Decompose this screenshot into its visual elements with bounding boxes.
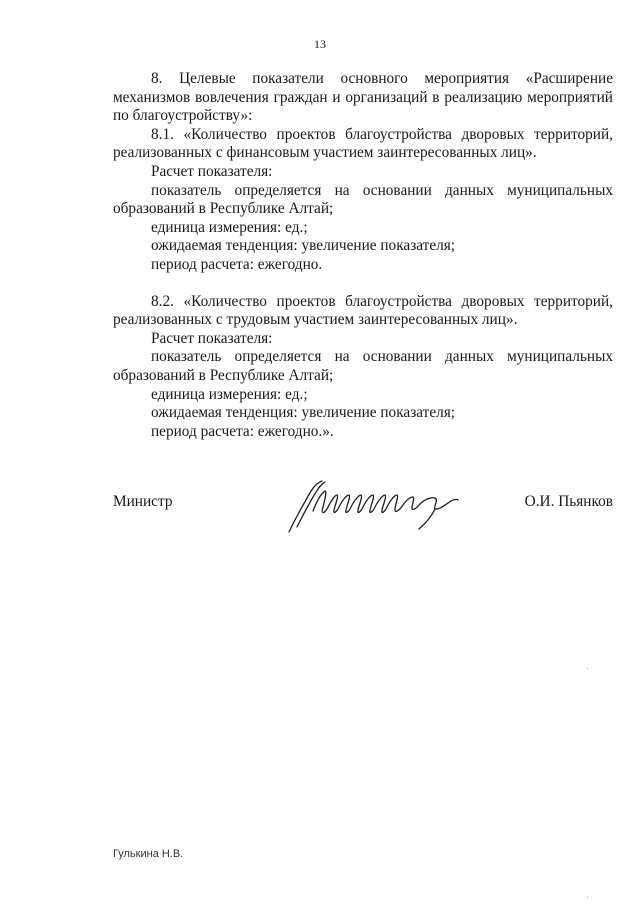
document-body <box>113 70 613 441</box>
signer-name: О.И. Пьянков <box>524 493 613 510</box>
scan-speck <box>587 897 588 898</box>
item-8-1-title: 8.1. «Количество проектов благоустройства дворовых территорий, реализованных с финансовым участием заинтересованных лиц». <box>113 125 613 162</box>
handwritten-signature <box>285 477 461 535</box>
executor-name: Гулькина Н.В. <box>113 848 184 860</box>
item-8-2-basis: показатель определяется на основании данных муниципальных образований в Республике Алтай; <box>113 348 613 384</box>
item-8-2-period: период расчета: ежегодно.». <box>151 422 334 440</box>
signer-position: Министр <box>113 493 173 510</box>
paragraph-gap <box>113 275 613 293</box>
item-8-2-title: 8.2. «Количество проектов благоустройства дворовых территорий, реализованных с трудовым участием заинтересованных лиц». <box>113 292 613 329</box>
page-number: 13 <box>314 37 326 51</box>
signature-block <box>113 477 613 537</box>
item-8-1-unit: единица измерения: ед.; <box>151 218 308 236</box>
scan-speck <box>587 668 588 669</box>
section-8-heading: 8. Целевые показатели основного мероприятия «Расширение механизмов вовлечения граждан и организаций в реализацию мероприятий по благоустройству»: <box>113 70 613 125</box>
item-8-2-trend: ожидаемая тенденция: увеличение показателя; <box>151 404 456 422</box>
item-8-2-unit: единица измерения: ед.; <box>151 385 308 403</box>
item-8-1-trend: ожидаемая тенденция: увеличение показателя; <box>151 237 456 255</box>
item-8-1-period: период расчета: ежегодно. <box>151 255 323 273</box>
item-8-1-calc-label: Расчет показателя: <box>151 162 273 180</box>
item-8-2-calc-label: Расчет показателя: <box>151 329 273 347</box>
item-8-1-basis: показатель определяется на основании данных муниципальных образований в Республике Алтай; <box>113 181 613 218</box>
